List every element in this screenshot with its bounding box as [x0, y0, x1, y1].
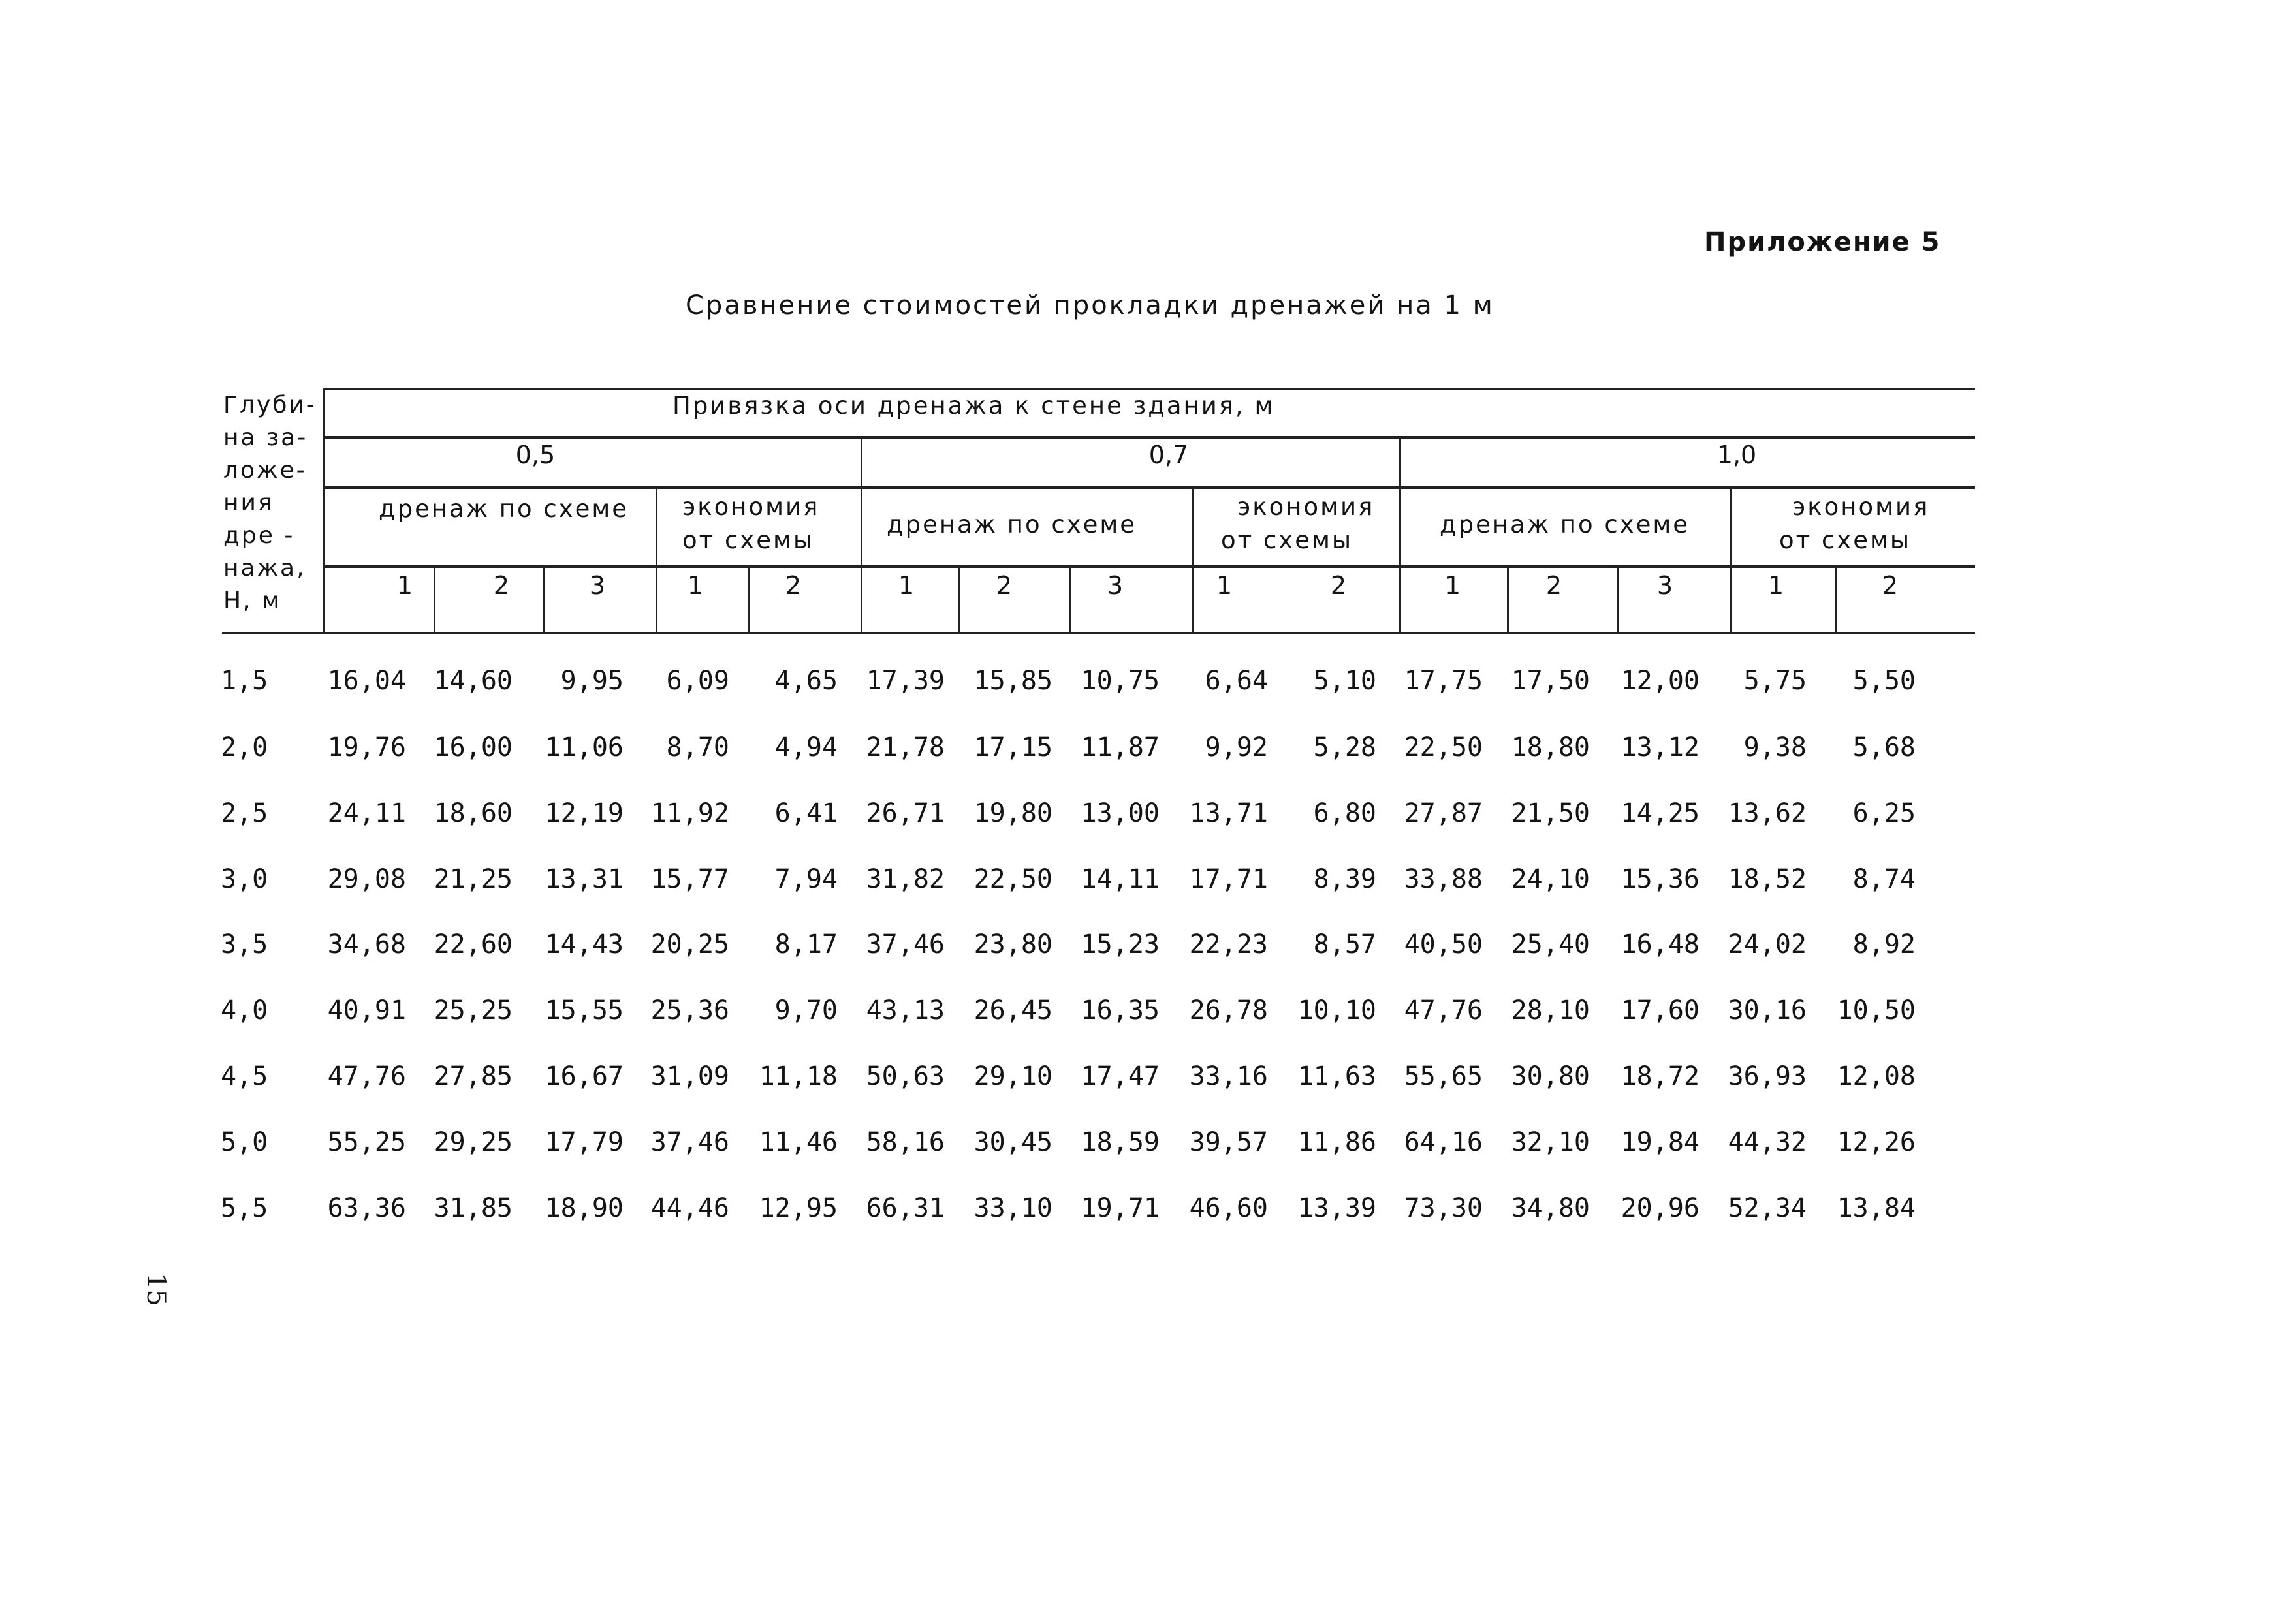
value-cell: 17,79 — [545, 1127, 624, 1157]
depth-cell: 4,5 — [221, 1061, 268, 1091]
value-cell: 19,80 — [973, 798, 1052, 828]
savings-header-1-line2: от схемы — [1221, 526, 1353, 554]
scheme-number: 3 — [1656, 571, 1673, 600]
scheme-number: 3 — [1107, 571, 1124, 600]
depth-cell: 3,5 — [221, 929, 268, 960]
rule-savings-1 — [656, 486, 657, 633]
value-cell: 33,16 — [1189, 1061, 1268, 1091]
value-cell: 19,71 — [1081, 1193, 1160, 1223]
value-cell: 22,50 — [973, 864, 1052, 894]
value-cell: 31,85 — [434, 1193, 513, 1223]
value-cell: 9,92 — [1205, 732, 1268, 762]
scheme-number: 2 — [493, 571, 510, 600]
value-cell: 55,25 — [327, 1127, 406, 1157]
value-cell: 34,80 — [1511, 1193, 1590, 1223]
depth-cell: 2,0 — [221, 732, 268, 762]
value-cell: 73,30 — [1404, 1193, 1483, 1223]
value-cell: 11,87 — [1081, 732, 1160, 762]
value-cell: 30,80 — [1511, 1061, 1590, 1091]
depth-header-line: ния — [223, 490, 274, 516]
table-title: Сравнение стоимостей прокладки дренажей на 1 м — [686, 290, 1494, 320]
rule-depth-col — [323, 388, 325, 633]
appendix-label: Приложение 5 — [1704, 227, 1941, 257]
value-cell: 6,41 — [774, 798, 838, 828]
savings-header-1-line1: экономия — [1237, 493, 1375, 521]
value-cell: 11,46 — [759, 1127, 838, 1157]
value-cell: 22,23 — [1189, 929, 1268, 960]
rule-numbers — [323, 565, 1975, 568]
value-cell: 36,93 — [1728, 1061, 1807, 1091]
value-cell: 13,62 — [1728, 798, 1807, 828]
depth-header-line: Н, м — [223, 587, 282, 614]
rule-scheme — [323, 486, 1975, 489]
savings-header-2-line1: экономия — [1792, 493, 1930, 521]
value-cell: 47,76 — [1404, 995, 1483, 1025]
value-cell: 16,67 — [545, 1061, 624, 1091]
value-cell: 50,63 — [866, 1061, 945, 1091]
value-cell: 47,76 — [327, 1061, 406, 1091]
value-cell: 10,75 — [1081, 666, 1160, 696]
value-cell: 5,50 — [1852, 666, 1916, 696]
value-cell: 13,84 — [1837, 1193, 1916, 1223]
offset-header-2: 1,0 — [1716, 441, 1757, 469]
value-cell: 40,50 — [1404, 929, 1483, 960]
value-cell: 16,00 — [434, 732, 513, 762]
depth-cell: 4,0 — [221, 995, 268, 1025]
value-cell: 15,23 — [1081, 929, 1160, 960]
value-cell: 15,77 — [650, 864, 729, 894]
scheme-number: 3 — [589, 571, 606, 600]
rule-num-e — [1069, 565, 1071, 633]
value-cell: 14,43 — [545, 929, 624, 960]
depth-header-line: дре - — [223, 522, 295, 549]
drainage-scheme-header-2: дренаж по схеме — [1440, 510, 1690, 539]
scheme-number: 1 — [396, 571, 413, 600]
value-cell: 14,11 — [1081, 864, 1160, 894]
scheme-number: 2 — [1882, 571, 1899, 600]
savings-header-2-line2: от схемы — [1779, 526, 1912, 554]
value-cell: 17,71 — [1189, 864, 1268, 894]
value-cell: 29,25 — [434, 1127, 513, 1157]
value-cell: 17,15 — [973, 732, 1052, 762]
value-cell: 12,19 — [545, 798, 624, 828]
value-cell: 12,00 — [1621, 666, 1700, 696]
value-cell: 13,71 — [1189, 798, 1268, 828]
value-cell: 14,60 — [434, 666, 513, 696]
value-cell: 17,47 — [1081, 1061, 1160, 1091]
value-cell: 12,26 — [1837, 1127, 1916, 1157]
value-cell: 30,16 — [1728, 995, 1807, 1025]
value-cell: 64,16 — [1404, 1127, 1483, 1157]
value-cell: 31,09 — [650, 1061, 729, 1091]
value-cell: 22,60 — [434, 929, 513, 960]
value-cell: 33,10 — [973, 1193, 1052, 1223]
scheme-number: 1 — [1216, 571, 1233, 600]
scheme-number: 2 — [1545, 571, 1562, 600]
value-cell: 19,84 — [1621, 1127, 1700, 1157]
value-cell: 4,65 — [774, 666, 838, 696]
scheme-number: 1 — [898, 571, 915, 600]
value-cell: 26,71 — [866, 798, 945, 828]
value-cell: 30,45 — [973, 1127, 1052, 1157]
value-cell: 66,31 — [866, 1193, 945, 1223]
scheme-number: 2 — [785, 571, 802, 600]
value-cell: 14,25 — [1621, 798, 1700, 828]
value-cell: 8,17 — [774, 929, 838, 960]
rule-num-c — [748, 565, 750, 633]
rule-header-bottom — [222, 632, 1975, 634]
offset-header-0: 0,5 — [515, 441, 556, 469]
value-cell: 8,57 — [1313, 929, 1376, 960]
value-cell: 13,39 — [1297, 1193, 1376, 1223]
value-cell: 46,60 — [1189, 1193, 1268, 1223]
scheme-number: 2 — [996, 571, 1013, 600]
value-cell: 43,13 — [866, 995, 945, 1025]
value-cell: 8,74 — [1852, 864, 1916, 894]
value-cell: 6,09 — [666, 666, 729, 696]
value-cell: 25,36 — [650, 995, 729, 1025]
value-cell: 11,92 — [650, 798, 729, 828]
value-cell: 26,78 — [1189, 995, 1268, 1025]
value-cell: 16,48 — [1621, 929, 1700, 960]
value-cell: 15,55 — [545, 995, 624, 1025]
binding-header: Привязка оси дренажа к стене здания, м — [672, 392, 1275, 420]
depth-cell: 5,0 — [221, 1127, 268, 1157]
value-cell: 10,50 — [1837, 995, 1916, 1025]
depth-cell: 1,5 — [221, 666, 268, 696]
value-cell: 11,18 — [759, 1061, 838, 1091]
value-cell: 23,80 — [973, 929, 1052, 960]
value-cell: 17,39 — [866, 666, 945, 696]
value-cell: 11,86 — [1297, 1127, 1376, 1157]
value-cell: 10,10 — [1297, 995, 1376, 1025]
table-row — [0, 732, 2293, 772]
value-cell: 5,28 — [1313, 732, 1376, 762]
rule-group-1 — [861, 436, 862, 633]
table-row — [0, 929, 2293, 969]
value-cell: 25,25 — [434, 995, 513, 1025]
value-cell: 28,10 — [1511, 995, 1590, 1025]
rule-offset — [323, 436, 1975, 439]
rule-num-f — [1507, 565, 1509, 633]
depth-cell: 3,0 — [221, 864, 268, 894]
depth-header-line: на за- — [223, 424, 308, 451]
value-cell: 31,82 — [866, 864, 945, 894]
value-cell: 33,88 — [1404, 864, 1483, 894]
value-cell: 7,94 — [774, 864, 838, 894]
value-cell: 13,31 — [545, 864, 624, 894]
value-cell: 18,52 — [1728, 864, 1807, 894]
rule-group-2 — [1399, 436, 1401, 633]
table-row — [0, 1127, 2293, 1166]
scheme-number: 2 — [1330, 571, 1347, 600]
rule-num-g — [1617, 565, 1619, 633]
value-cell: 6,25 — [1852, 798, 1916, 828]
value-cell: 8,39 — [1313, 864, 1376, 894]
value-cell: 21,50 — [1511, 798, 1590, 828]
value-cell: 5,75 — [1743, 666, 1807, 696]
value-cell: 5,68 — [1852, 732, 1916, 762]
value-cell: 22,50 — [1404, 732, 1483, 762]
value-cell: 17,60 — [1621, 995, 1700, 1025]
value-cell: 34,68 — [327, 929, 406, 960]
scheme-number: 1 — [687, 571, 704, 600]
value-cell: 19,76 — [327, 732, 406, 762]
value-cell: 18,60 — [434, 798, 513, 828]
value-cell: 15,85 — [973, 666, 1052, 696]
rule-savings-2 — [1192, 486, 1194, 633]
value-cell: 29,10 — [973, 1061, 1052, 1091]
offset-header-1: 0,7 — [1148, 441, 1189, 469]
value-cell: 12,08 — [1837, 1061, 1916, 1091]
value-cell: 16,35 — [1081, 995, 1160, 1025]
value-cell: 6,64 — [1205, 666, 1268, 696]
value-cell: 11,63 — [1297, 1061, 1376, 1091]
value-cell: 18,59 — [1081, 1127, 1160, 1157]
table-row — [0, 666, 2293, 705]
value-cell: 29,08 — [327, 864, 406, 894]
rule-top — [323, 388, 1975, 390]
rule-num-h — [1835, 565, 1837, 633]
value-cell: 17,50 — [1511, 666, 1590, 696]
scheme-number: 1 — [1767, 571, 1784, 600]
value-cell: 40,91 — [327, 995, 406, 1025]
value-cell: 24,11 — [327, 798, 406, 828]
value-cell: 9,95 — [560, 666, 624, 696]
value-cell: 26,45 — [973, 995, 1052, 1025]
savings-header-0-line1: экономия — [682, 493, 820, 521]
value-cell: 12,95 — [759, 1193, 838, 1223]
value-cell: 44,46 — [650, 1193, 729, 1223]
value-cell: 27,87 — [1404, 798, 1483, 828]
value-cell: 55,65 — [1404, 1061, 1483, 1091]
value-cell: 18,72 — [1621, 1061, 1700, 1091]
value-cell: 24,10 — [1511, 864, 1590, 894]
value-cell: 11,06 — [545, 732, 624, 762]
value-cell: 9,70 — [774, 995, 838, 1025]
value-cell: 21,78 — [866, 732, 945, 762]
value-cell: 37,46 — [866, 929, 945, 960]
rule-num-d — [958, 565, 960, 633]
value-cell: 13,00 — [1081, 798, 1160, 828]
value-cell: 16,04 — [327, 666, 406, 696]
table-row — [0, 1061, 2293, 1101]
value-cell: 15,36 — [1621, 864, 1700, 894]
table-row — [0, 864, 2293, 903]
depth-cell: 5,5 — [221, 1193, 268, 1223]
value-cell: 6,80 — [1313, 798, 1376, 828]
table-row — [0, 995, 2293, 1035]
rule-num-a — [434, 565, 435, 633]
value-cell: 17,75 — [1404, 666, 1483, 696]
value-cell: 44,32 — [1728, 1127, 1807, 1157]
value-cell: 58,16 — [866, 1127, 945, 1157]
table-row — [0, 1193, 2293, 1232]
table-row — [0, 798, 2293, 837]
value-cell: 18,90 — [545, 1193, 624, 1223]
value-cell: 21,25 — [434, 864, 513, 894]
depth-header-line: нажа, — [223, 555, 306, 582]
drainage-scheme-header-0: дренаж по схеме — [379, 495, 629, 523]
value-cell: 27,85 — [434, 1061, 513, 1091]
value-cell: 52,34 — [1728, 1193, 1807, 1223]
scheme-number: 1 — [1444, 571, 1461, 600]
value-cell: 37,46 — [650, 1127, 729, 1157]
value-cell: 25,40 — [1511, 929, 1590, 960]
value-cell: 4,94 — [774, 732, 838, 762]
value-cell: 5,10 — [1313, 666, 1376, 696]
rule-savings-3 — [1730, 486, 1732, 633]
value-cell: 63,36 — [327, 1193, 406, 1223]
savings-header-0-line2: от схемы — [682, 526, 815, 554]
drainage-scheme-header-1: дренаж по схеме — [887, 510, 1137, 539]
value-cell: 39,57 — [1189, 1127, 1268, 1157]
value-cell: 8,70 — [666, 732, 729, 762]
value-cell: 24,02 — [1728, 929, 1807, 960]
value-cell: 20,96 — [1621, 1193, 1700, 1223]
depth-cell: 2,5 — [221, 798, 268, 828]
depth-header-line: ложе- — [223, 457, 307, 484]
page-number: 15 — [141, 1273, 171, 1306]
depth-column-header — [223, 389, 317, 617]
value-cell: 32,10 — [1511, 1127, 1590, 1157]
rule-num-b — [543, 565, 545, 633]
value-cell: 20,25 — [650, 929, 729, 960]
value-cell: 9,38 — [1743, 732, 1807, 762]
value-cell: 18,80 — [1511, 732, 1590, 762]
value-cell: 13,12 — [1621, 732, 1700, 762]
depth-header-line: Глуби- — [223, 392, 317, 418]
value-cell: 8,92 — [1852, 929, 1916, 960]
